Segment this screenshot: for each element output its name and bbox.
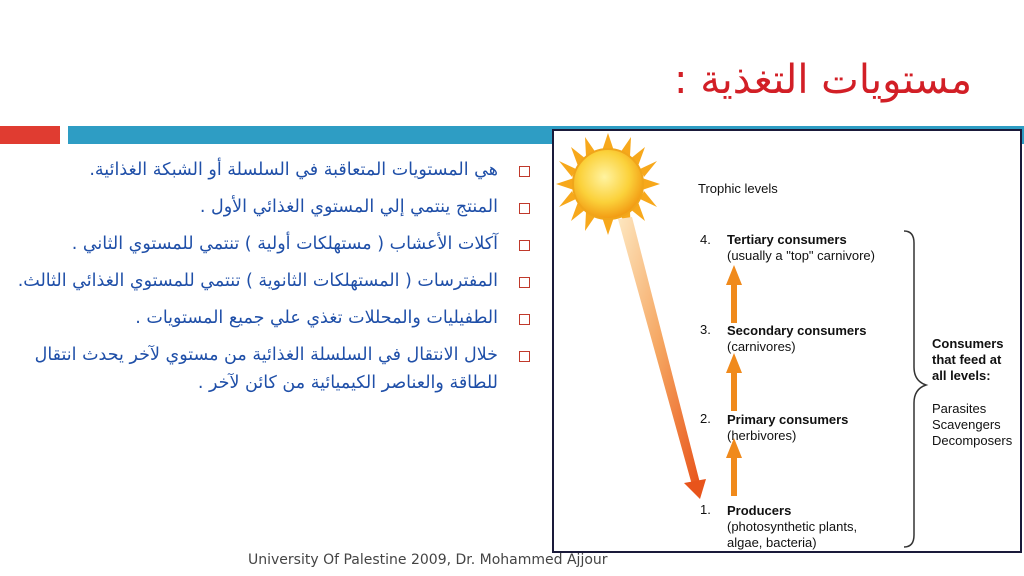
- bullet-list: [10, 156, 540, 406]
- level-name: Tertiary consumers: [727, 232, 847, 247]
- level-name: Primary consumers: [727, 412, 849, 427]
- square-bullet-icon: [519, 314, 530, 325]
- bullet-text: المفترسات ( المستهلكات الثانوية ) تنتمي للمستوي الغذائي الثالث.: [17, 271, 498, 291]
- upward-arrow-icon: [726, 265, 742, 323]
- side-title-line: all levels:: [932, 368, 991, 383]
- bullet-text: آكلات الأعشاب ( مستهلكات أولية ) تنتمي للمستوي الثاني .: [71, 234, 498, 254]
- side-title-line: Consumers: [932, 336, 1004, 351]
- upward-arrow-icon: [726, 438, 742, 496]
- energy-arrow-icon: [618, 217, 706, 499]
- level-number: 1.: [700, 502, 711, 517]
- side-item: Parasites: [932, 401, 987, 416]
- figure-heading: Trophic levels: [698, 181, 778, 196]
- title-underline-red: [0, 126, 60, 144]
- square-bullet-icon: [519, 351, 530, 362]
- square-bullet-icon: [519, 166, 530, 177]
- square-bullet-icon: [519, 277, 530, 288]
- side-item: Scavengers: [932, 417, 1001, 432]
- bullet-item: [10, 156, 540, 184]
- level-number: 3.: [700, 322, 711, 337]
- upward-arrow-icon: [726, 353, 742, 411]
- bullet-item: [10, 341, 540, 397]
- bullet-item: [10, 304, 540, 332]
- side-item: Decomposers: [932, 433, 1013, 448]
- slide-footer: University Of Palestine 2009, Dr. Mohammed Ajjour: [248, 552, 608, 568]
- level-description: (usually a "top" carnivore): [727, 248, 875, 263]
- bullet-item: [10, 230, 540, 258]
- level-number: 4.: [700, 232, 711, 247]
- level-description: (carnivores): [727, 339, 796, 354]
- bullet-text: خلال الانتقال في السلسلة الغذائية من مستوي لآخر يحدث انتقال للطاقة والعناصر الكيميائية من كائن لآخر .: [34, 345, 498, 393]
- side-title-line: that feed at: [932, 352, 1002, 367]
- bullet-text: هي المستويات المتعاقبة في السلسلة أو الشبكة الغذائية.: [89, 160, 498, 180]
- level-name: Producers: [727, 503, 792, 518]
- sun-icon: [556, 133, 660, 235]
- slide-title: مستويات التغذية :: [674, 57, 972, 103]
- square-bullet-icon: [519, 240, 530, 251]
- level-description: (photosynthetic plants,: [727, 519, 858, 534]
- square-bullet-icon: [519, 203, 530, 214]
- bullet-item: [10, 267, 540, 295]
- brace-icon: [904, 231, 926, 547]
- level-name: Secondary consumers: [727, 323, 867, 338]
- level-description: (herbivores): [727, 428, 797, 443]
- bullet-text: الطفيليات والمحللات تغذي علي جميع المستويات .: [135, 308, 498, 328]
- bullet-text: المنتج ينتمي إلي المستوي الغذائي الأول .: [199, 197, 498, 217]
- trophic-levels-figure: [552, 129, 1022, 553]
- title-underline-gap: [60, 126, 68, 144]
- bullet-item: [10, 193, 540, 221]
- level-number: 2.: [700, 411, 711, 426]
- level-description: algae, bacteria): [727, 535, 817, 550]
